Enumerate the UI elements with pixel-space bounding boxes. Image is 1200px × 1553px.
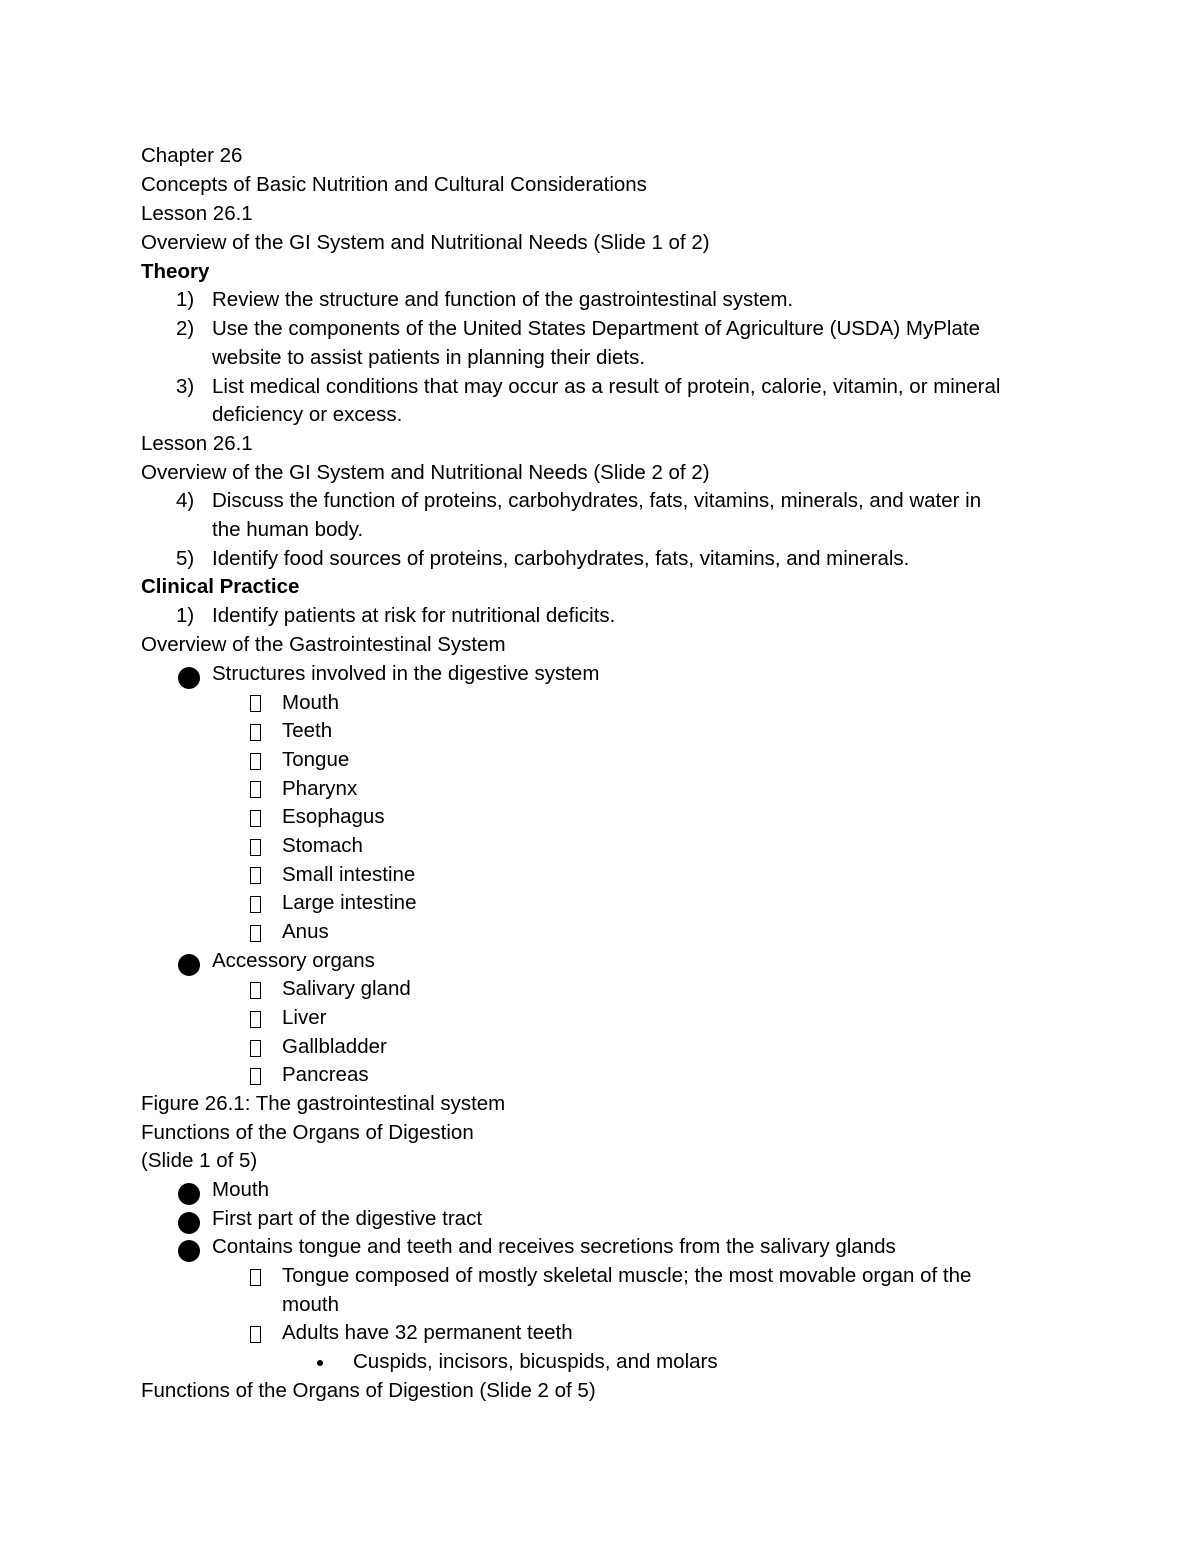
sub-bullet-item: Tongue	[282, 748, 350, 771]
list-number: 5)	[176, 547, 195, 570]
bullet-dot-icon	[178, 1240, 200, 1262]
sub-bullet-box-icon	[250, 810, 261, 827]
bullet-dot-icon	[178, 1183, 200, 1205]
sub-sub-bullet-item: Cuspids, incisors, bicuspids, and molars	[353, 1350, 718, 1373]
theory-heading: Theory	[141, 260, 210, 283]
sub-bullet-box-icon	[250, 839, 261, 856]
sub-bullet-item: Pancreas	[282, 1063, 369, 1086]
sub-bullet-item: Teeth	[282, 719, 333, 742]
list-item: Identify food sources of proteins, carbohydrates, fats, vitamins, and minerals.	[212, 547, 910, 570]
bullet-dot-icon	[178, 954, 200, 976]
bullet-item: Mouth	[212, 1178, 269, 1201]
bullet-item: Structures involved in the digestive system	[212, 662, 600, 685]
list-number: 2)	[176, 317, 195, 340]
sub-bullet-box-icon	[250, 896, 261, 913]
chapter-title: Concepts of Basic Nutrition and Cultural Considerations	[141, 173, 647, 196]
sub-bullet-item: Large intestine	[282, 891, 417, 914]
sub-bullet-item: Small intestine	[282, 863, 416, 886]
figure-caption: Figure 26.1: The gastrointestinal system	[141, 1092, 506, 1115]
sub-bullet-box-icon	[250, 1269, 261, 1286]
chapter-label: Chapter 26	[141, 144, 243, 167]
sub-bullet-box-icon	[250, 1040, 261, 1057]
sub-bullet-box-icon	[250, 781, 261, 798]
list-item-continued: website to assist patients in planning their diets.	[212, 346, 646, 369]
sub-bullet-box-icon	[250, 867, 261, 884]
sub-bullet-item: Anus	[282, 920, 329, 943]
sub-bullet-item: Tongue composed of mostly skeletal muscle; the most movable organ of the	[282, 1264, 972, 1287]
clinical-practice-heading: Clinical Practice	[141, 575, 300, 598]
sub-bullet-item: Esophagus	[282, 805, 385, 828]
list-number: 1)	[176, 288, 195, 311]
sub-bullet-item-continued: mouth	[282, 1293, 339, 1316]
bullet-dot-icon	[178, 667, 200, 689]
list-number: 1)	[176, 604, 195, 627]
sub-bullet-item: Gallbladder	[282, 1035, 387, 1058]
sub-bullet-box-icon	[250, 753, 261, 770]
list-item: Review the structure and function of the gastrointestinal system.	[212, 288, 794, 311]
list-number: 4)	[176, 489, 195, 512]
sub-bullet-box-icon	[250, 1326, 261, 1343]
sub-bullet-box-icon	[250, 982, 261, 999]
gi-overview-heading: Overview of the Gastrointestinal System	[141, 633, 506, 656]
small-bullet-icon	[317, 1360, 323, 1366]
list-item: Discuss the function of proteins, carbohydrates, fats, vitamins, minerals, and water in	[212, 489, 982, 512]
slide-label: (Slide 1 of 5)	[141, 1149, 258, 1172]
functions-heading-next: Functions of the Organs of Digestion (Slide 2 of 5)	[141, 1379, 596, 1402]
lesson-label: Lesson 26.1	[141, 202, 253, 225]
list-item: Use the components of the United States Department of Agriculture (USDA) MyPlate	[212, 317, 980, 340]
sub-bullet-box-icon	[250, 1068, 261, 1085]
sub-bullet-box-icon	[250, 724, 261, 741]
sub-bullet-item: Pharynx	[282, 777, 358, 800]
list-number: 3)	[176, 375, 195, 398]
sub-bullet-item: Mouth	[282, 691, 339, 714]
bullet-item: Contains tongue and teeth and receives secretions from the salivary glands	[212, 1235, 896, 1258]
list-item-continued: deficiency or excess.	[212, 403, 403, 426]
list-item-continued: the human body.	[212, 518, 364, 541]
sub-bullet-box-icon	[250, 695, 261, 712]
sub-bullet-item: Adults have 32 permanent teeth	[282, 1321, 573, 1344]
overview-heading: Overview of the GI System and Nutritional Needs (Slide 2 of 2)	[141, 461, 710, 484]
sub-bullet-item: Stomach	[282, 834, 363, 857]
sub-bullet-box-icon	[250, 1011, 261, 1028]
sub-bullet-item: Salivary gland	[282, 977, 411, 1000]
overview-heading: Overview of the GI System and Nutritional Needs (Slide 1 of 2)	[141, 231, 710, 254]
list-item: List medical conditions that may occur as a result of protein, calorie, vitamin, or mineral	[212, 375, 1001, 398]
sub-bullet-item: Liver	[282, 1006, 327, 1029]
bullet-dot-icon	[178, 1212, 200, 1234]
bullet-item: First part of the digestive tract	[212, 1207, 483, 1230]
functions-heading: Functions of the Organs of Digestion	[141, 1121, 474, 1144]
bullet-item: Accessory organs	[212, 949, 375, 972]
list-item: Identify patients at risk for nutritional deficits.	[212, 604, 616, 627]
sub-bullet-box-icon	[250, 925, 261, 942]
lesson-label: Lesson 26.1	[141, 432, 253, 455]
